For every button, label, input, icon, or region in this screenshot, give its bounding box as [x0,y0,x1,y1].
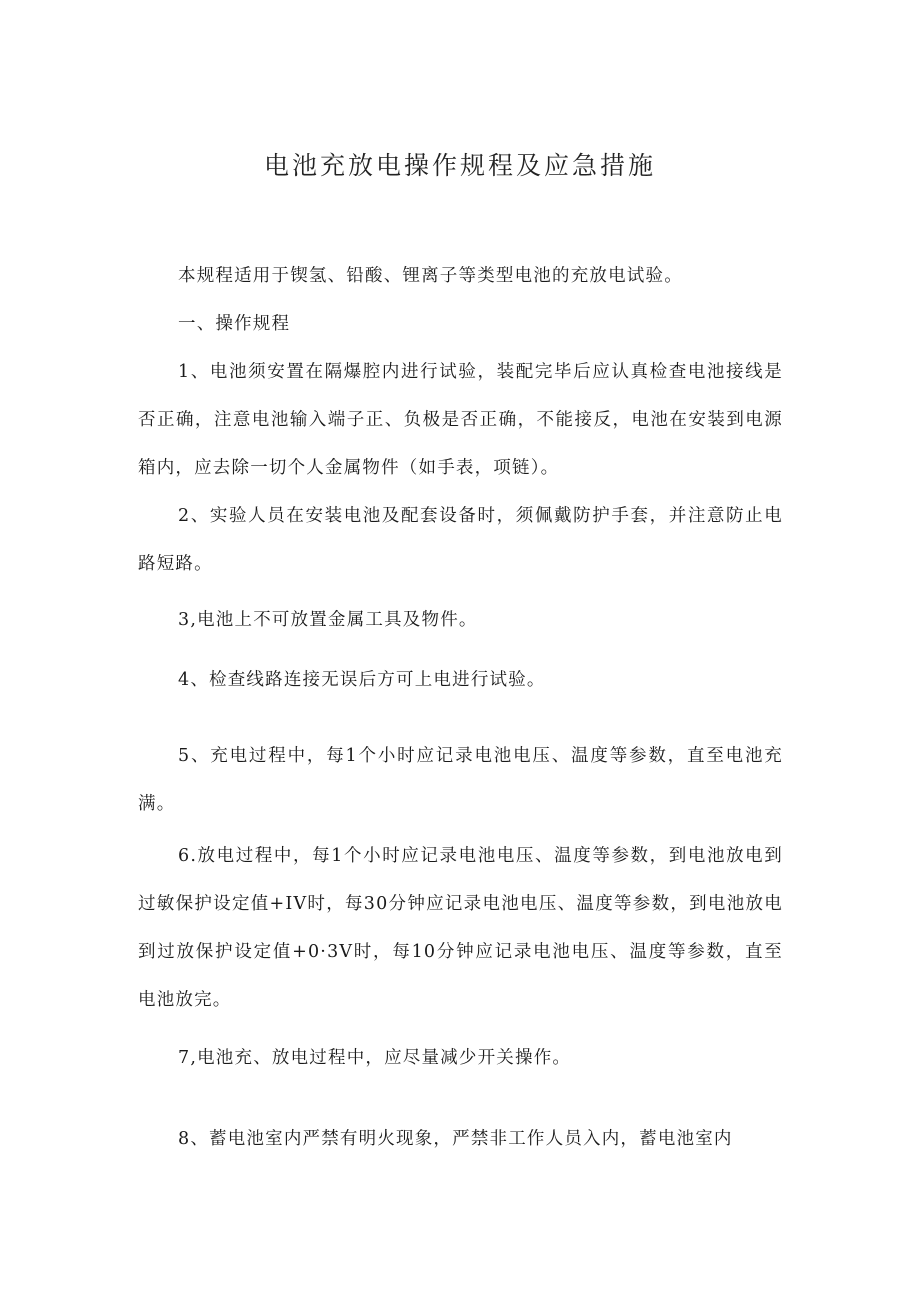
document-title: 电池充放电操作规程及应急措施 [263,151,656,180]
rule-item-4: 4、检查线路连接无误后方可上电进行试验。 [178,670,546,690]
intro-paragraph: 本规程适用于锲氢、铅酸、锂离子等类型电池的充放电试验。 [178,266,683,286]
rule-item-7: 7,电池充、放电过程中，应尽量减少开关操作。 [178,1048,572,1068]
rule-item-2: 2、实验人员在安装电池及配套设备时，须佩戴防护手套，并注意防止电路短路。 [138,506,783,574]
rule-item-6: 6.放电过程中，每1个小时应记录电池电压、温度等参数，到电池放电到过敏保护设定值+IV时，每30分钟应记录电池电压、温度等参数，到电池放电到过放保护设定值+0·3V时，每10分钟应记录电池电压、温度等参数，直至电池放完。 [138,846,783,1010]
rule-item-1: 1、电池须安置在隔爆腔内进行试验，装配完毕后应认真检查电池接线是否正确，注意电池输入端子正、负极是否正确，不能接反，电池在安装到电源箱内，应去除一切个人金属物件（如手表，项链）。 [138,362,783,478]
rule-item-5: 5、充电过程中，每1个小时应记录电池电压、温度等参数，直至电池充满。 [138,746,783,814]
rule-item-8: 8、蓄电池室内严禁有明火现象，严禁非工作人员入内，蓄电池室内 [178,1129,733,1149]
section-heading: 一、操作规程 [178,314,291,334]
rule-item-3: 3,电池上不可放置金属工具及物件。 [178,610,478,630]
